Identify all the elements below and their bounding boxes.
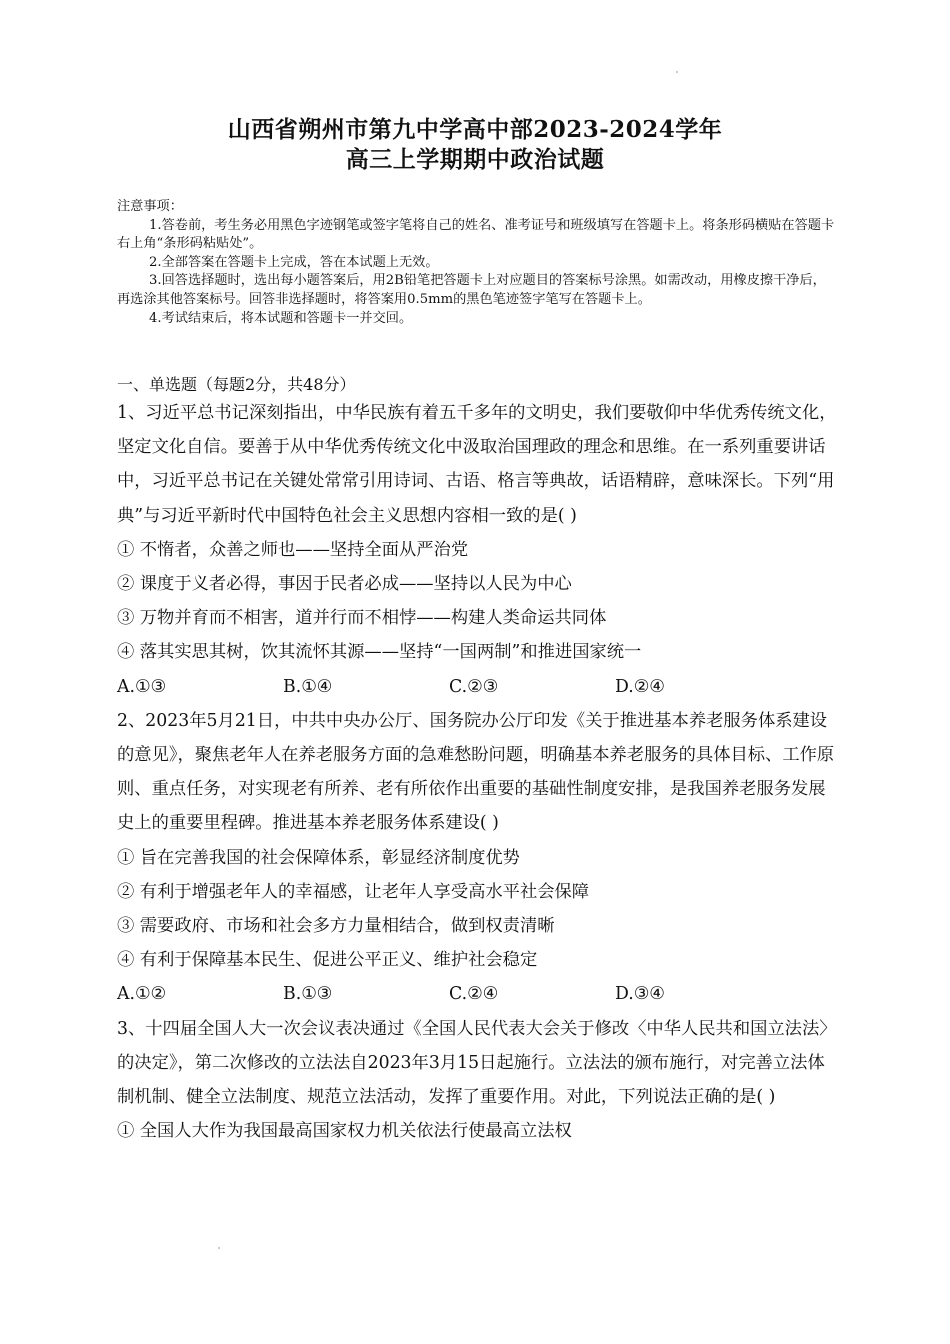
option-a: A.①③ — [117, 676, 166, 697]
question-1-statement: ② 课度于义者必得，事因于民者必成——坚持以人民为中心 — [117, 574, 572, 595]
section-heading: 一、单选题（每题2分，共48分） — [117, 375, 356, 394]
question-2-options — [117, 977, 839, 1011]
option-c: C.②③ — [449, 676, 499, 697]
question-1-statement: ③ 万物并育而不相害，道并行而不相悖——构建人类命运共同体 — [117, 608, 607, 629]
question-3-stem: 3、十四届全国人大一次会议表决通过《全国人民代表大会关于修改〈中华人民共和国立法法〉的决定》，第二次修改的立法法自2023年3月15日起施行。立法法的颁布施行，对完善立法体制机制、健全立法制度、规范立法活动，发挥了重要作用。对此，下列说法正确的是( ) — [117, 1018, 837, 1108]
question-2-statement: ① 旨在完善我国的社会保障体系，彰显经济制度优势 — [117, 847, 520, 868]
notice-item: 2.全部答案在答题卡上完成，答在本试题上无效。 — [149, 254, 439, 270]
option-d: D.②④ — [615, 676, 665, 697]
question-1-stem: 1、习近平总书记深刻指出，中华民族有着五千多年的文明史，我们要敬仰中华优秀传统文化，坚定文化自信。要善于从中华优秀传统文化中汲取治国理政的理念和思维。在一系列重要讲话中，习近平总书记在关键处常常引用诗词、古语、格言等典故，话语精辟，意味深长。下列“用典”与习近平新时代中国特色社会主义思想内容相一致的是( ) — [117, 403, 837, 526]
scan-speck-top — [676, 71, 678, 73]
notice-item: 1.答卷前，考生务必用黑色字迹钢笔或签字笔将自己的姓名、准考证号和班级填写在答题卡上。将条形码横贴在答题卡右上角“条形码粘贴处”。 — [117, 217, 835, 252]
notice-heading: 注意事项： — [117, 199, 183, 214]
exam-title-line1: 山西省朔州市第九中学高中部2023-2024学年 — [227, 116, 723, 143]
option-c: C.②④ — [449, 984, 499, 1005]
question-1-statement: ① 不惰者，众善之师也——坚持全面从严治党 — [117, 539, 469, 560]
question-2-statement: ② 有利于增强老年人的幸福感，让老年人享受高水平社会保障 — [117, 881, 590, 902]
option-d: D.③④ — [615, 984, 665, 1005]
question-list — [117, 396, 839, 1148]
notice-item: 4.考试结束后，将本试题和答题卡一并交回。 — [149, 310, 413, 326]
option-a: A.①② — [117, 984, 166, 1005]
exam-title-line2: 高三上学期期中政治试题 — [345, 146, 605, 173]
question-2-statement: ③ 需要政府、市场和社会多方力量相结合，做到权责清晰 — [117, 916, 555, 937]
question-2-stem: 2、2023年5月21日，中共中央办公厅、国务院办公厅印发《关于推进基本养老服务体系建设的意见》，聚焦老年人在养老服务方面的急难愁盼问题，明确基本养老服务的具体目标、工作原则、重点任务，对实现老有所养、老有所依作出重要的基础性制度安排，是我国养老服务发展史上的重要里程碑。推进基本养老服务体系建设( ) — [117, 710, 835, 834]
scan-speck-bottom — [218, 1247, 220, 1249]
question-2-statement: ④ 有利于保障基本民生、促进公平正义、维护社会稳定 — [117, 950, 538, 971]
question-1-options — [117, 670, 839, 704]
question-3-statement: ① 全国人大作为我国最高国家权力机关依法行使最高立法权 — [117, 1121, 572, 1142]
notice-block — [117, 198, 837, 328]
option-b: B.①③ — [283, 984, 333, 1005]
notice-item: 3.回答选择题时，选出每小题答案后，用2B铅笔把答题卡上对应题目的答案标号涂黑。如需改动，用橡皮擦干净后，再选涂其他答案标号。回答非选择题时，将答案用0.5mm的黑色笔迹签字笔写在答题卡上。 — [117, 273, 826, 307]
question-1-statement: ④ 落其实思其树，饮其流怀其源——坚持“一国两制”和推进国家统一 — [117, 642, 642, 663]
option-b: B.①④ — [283, 676, 333, 697]
